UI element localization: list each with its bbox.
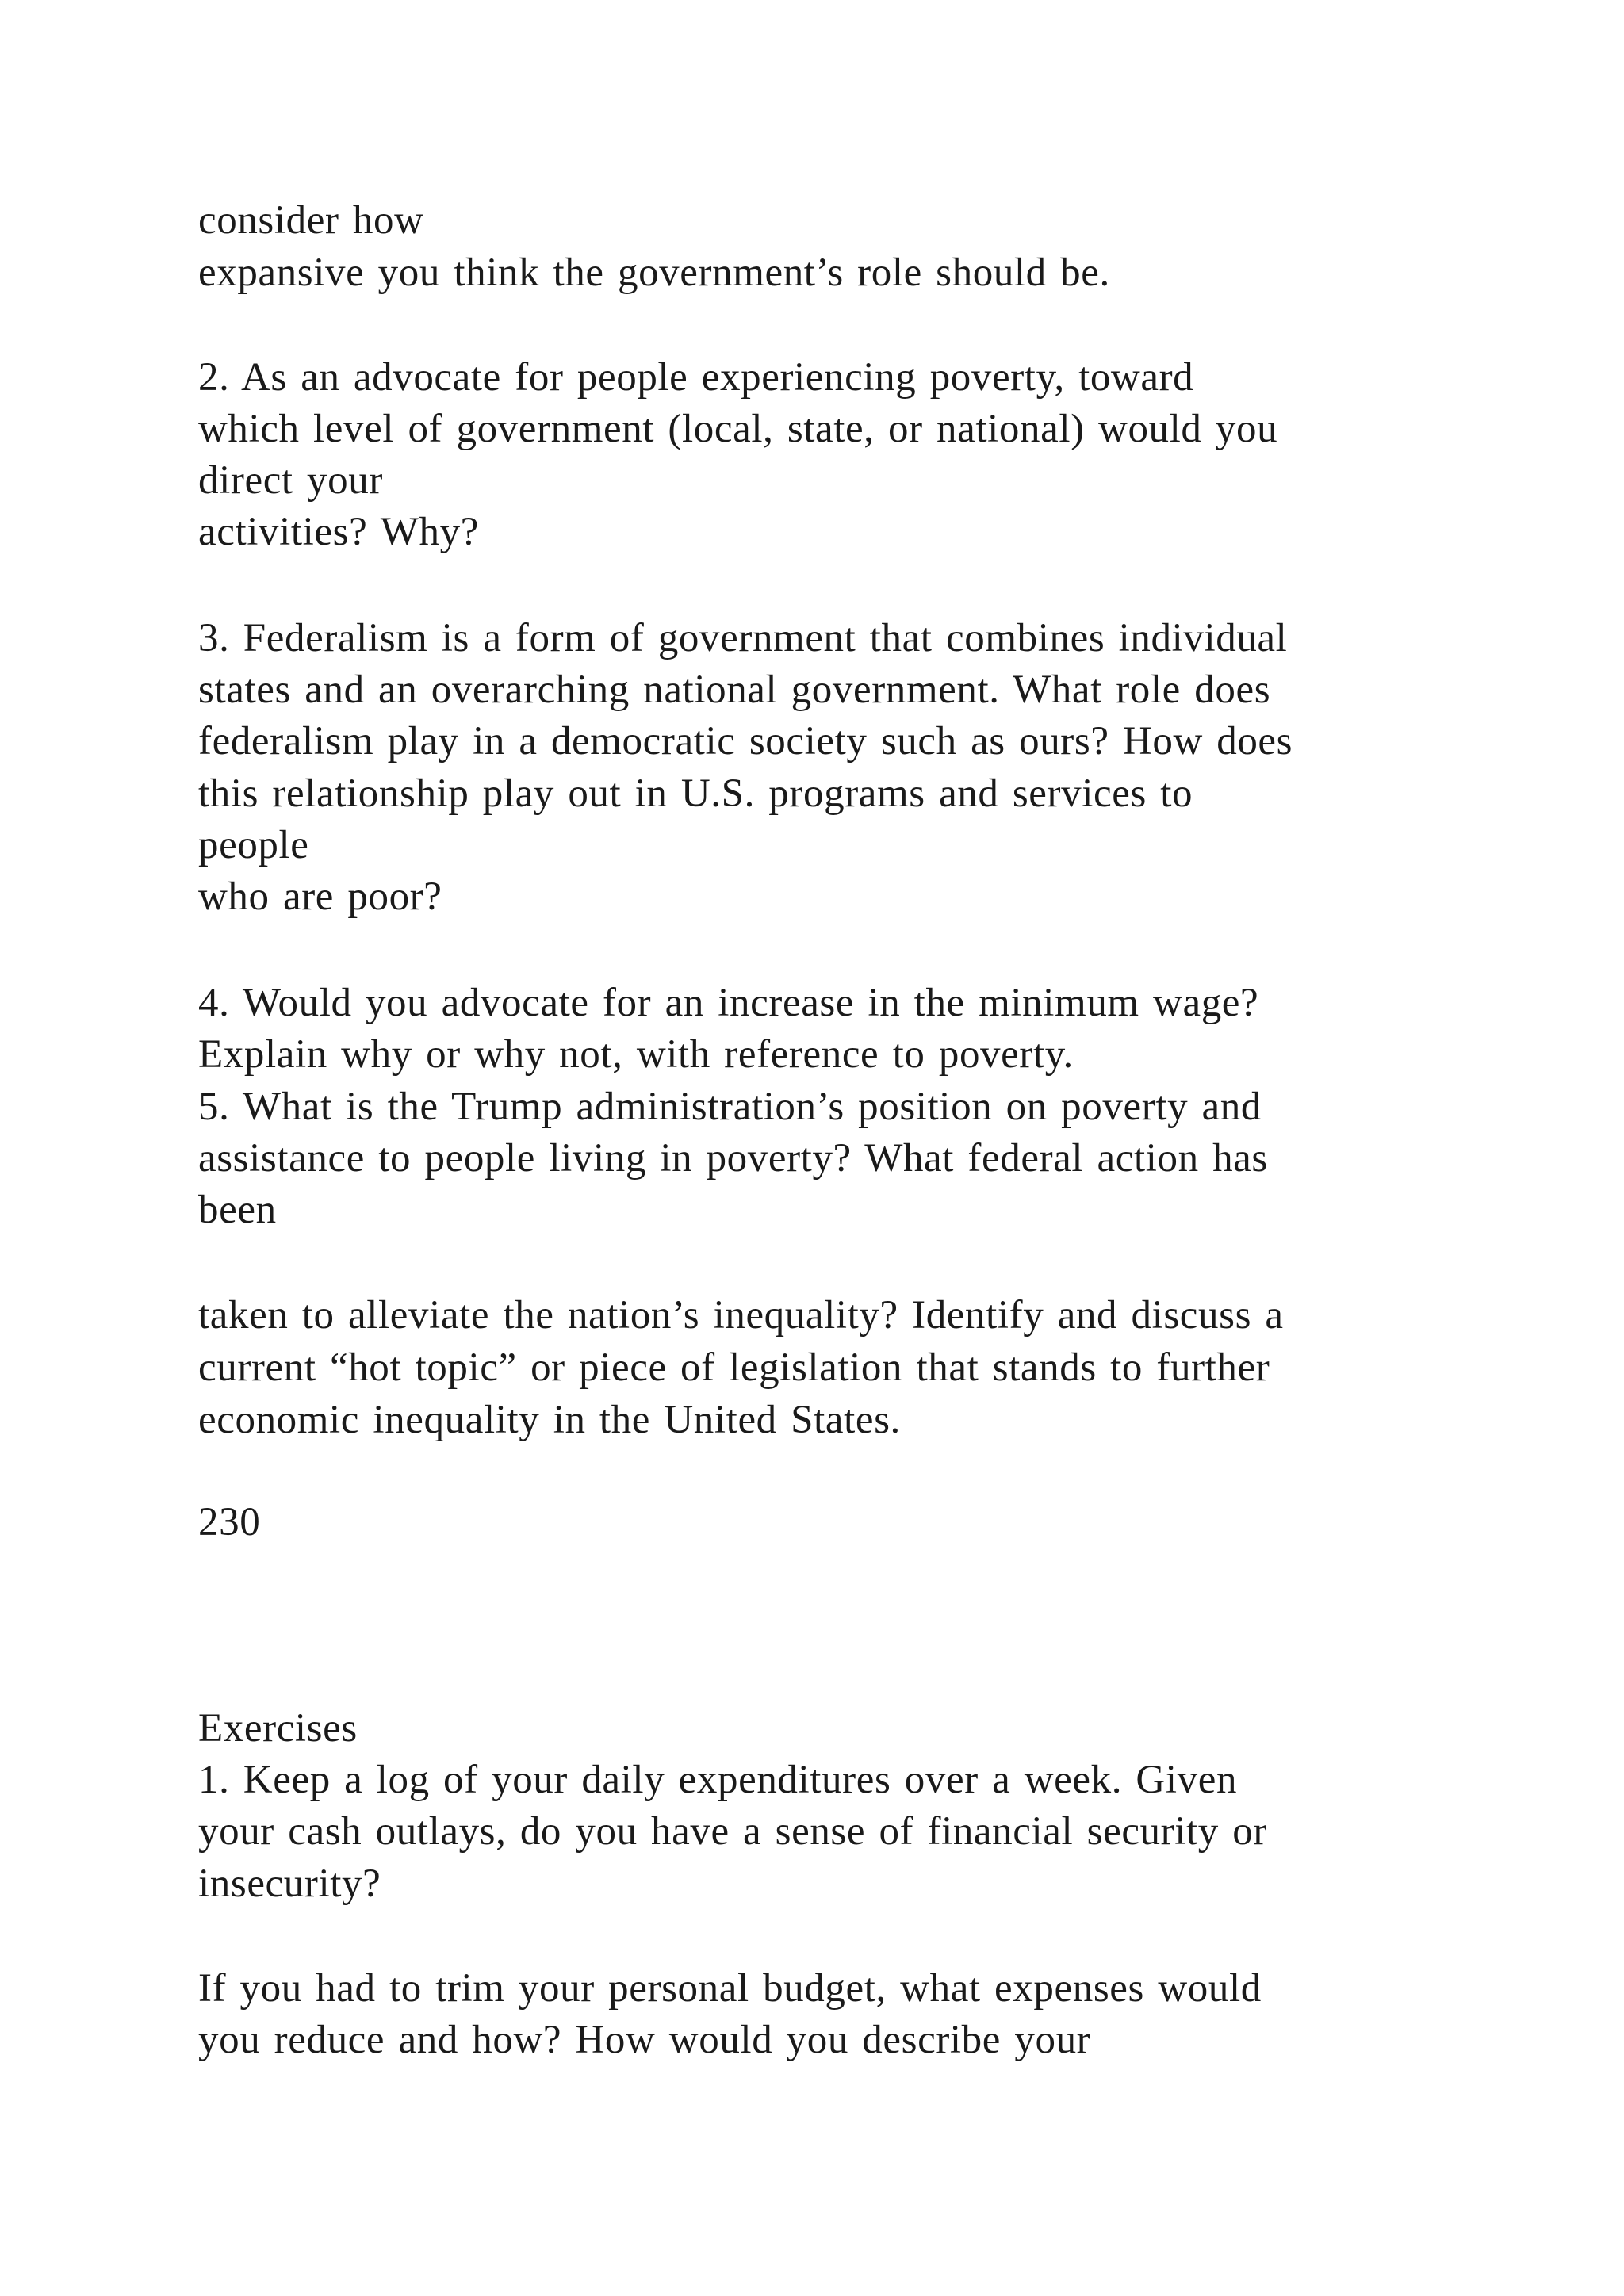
exercise-1-line: insecurity?: [198, 1862, 381, 1906]
question-5-line: current “hot topic” or piece of legislation that stands to further: [198, 1345, 1270, 1390]
question-2-line: 2. As an advocate for people experiencing poverty, toward: [198, 355, 1194, 400]
question-5-line: assistance to people living in poverty? What federal action has: [198, 1136, 1268, 1181]
question-2-line: which level of government (local, state, or national) would you: [198, 407, 1278, 451]
document-page: [198, 190, 1546, 2252]
question-4-line: Explain why or why not, with reference to poverty.: [198, 1032, 1074, 1077]
question-5-line: been: [198, 1188, 277, 1232]
question-4-line: 4. Would you advocate for an increase in the minimum wage?: [198, 981, 1259, 1025]
section-heading: Exercises: [198, 1706, 358, 1751]
question-3-line: who are poor?: [198, 874, 442, 919]
text-line: consider how: [198, 198, 424, 243]
question-3-line: this relationship play out in U.S. programs and services to: [198, 771, 1193, 816]
question-3-line: 3. Federalism is a form of government that combines individual: [198, 616, 1288, 660]
text-line: expansive you think the government’s role should be.: [198, 251, 1110, 295]
exercise-1-line: 1. Keep a log of your daily expenditures over a week. Given: [198, 1758, 1238, 1802]
question-5-line: taken to alleviate the nation’s inequality? Identify and discuss a: [198, 1293, 1284, 1337]
question-2-line: direct your: [198, 458, 383, 503]
exercise-1-line: your cash outlays, do you have a sense of financial security or: [198, 1809, 1267, 1854]
question-3-line: states and an overarching national government. What role does: [198, 668, 1271, 712]
question-5-line: 5. What is the Trump administration’s position on poverty and: [198, 1085, 1262, 1129]
exercise-1-line: If you had to trim your personal budget, what expenses would: [198, 1966, 1262, 2011]
question-3-line: people: [198, 823, 309, 867]
page-number: 230: [198, 1500, 261, 1544]
exercise-1-line: you reduce and how? How would you describe your: [198, 2018, 1091, 2062]
question-5-line: economic inequality in the United States.: [198, 1398, 901, 1442]
question-2-line: activities? Why?: [198, 510, 479, 554]
question-3-line: federalism play in a democratic society such as ours? How does: [198, 719, 1293, 763]
